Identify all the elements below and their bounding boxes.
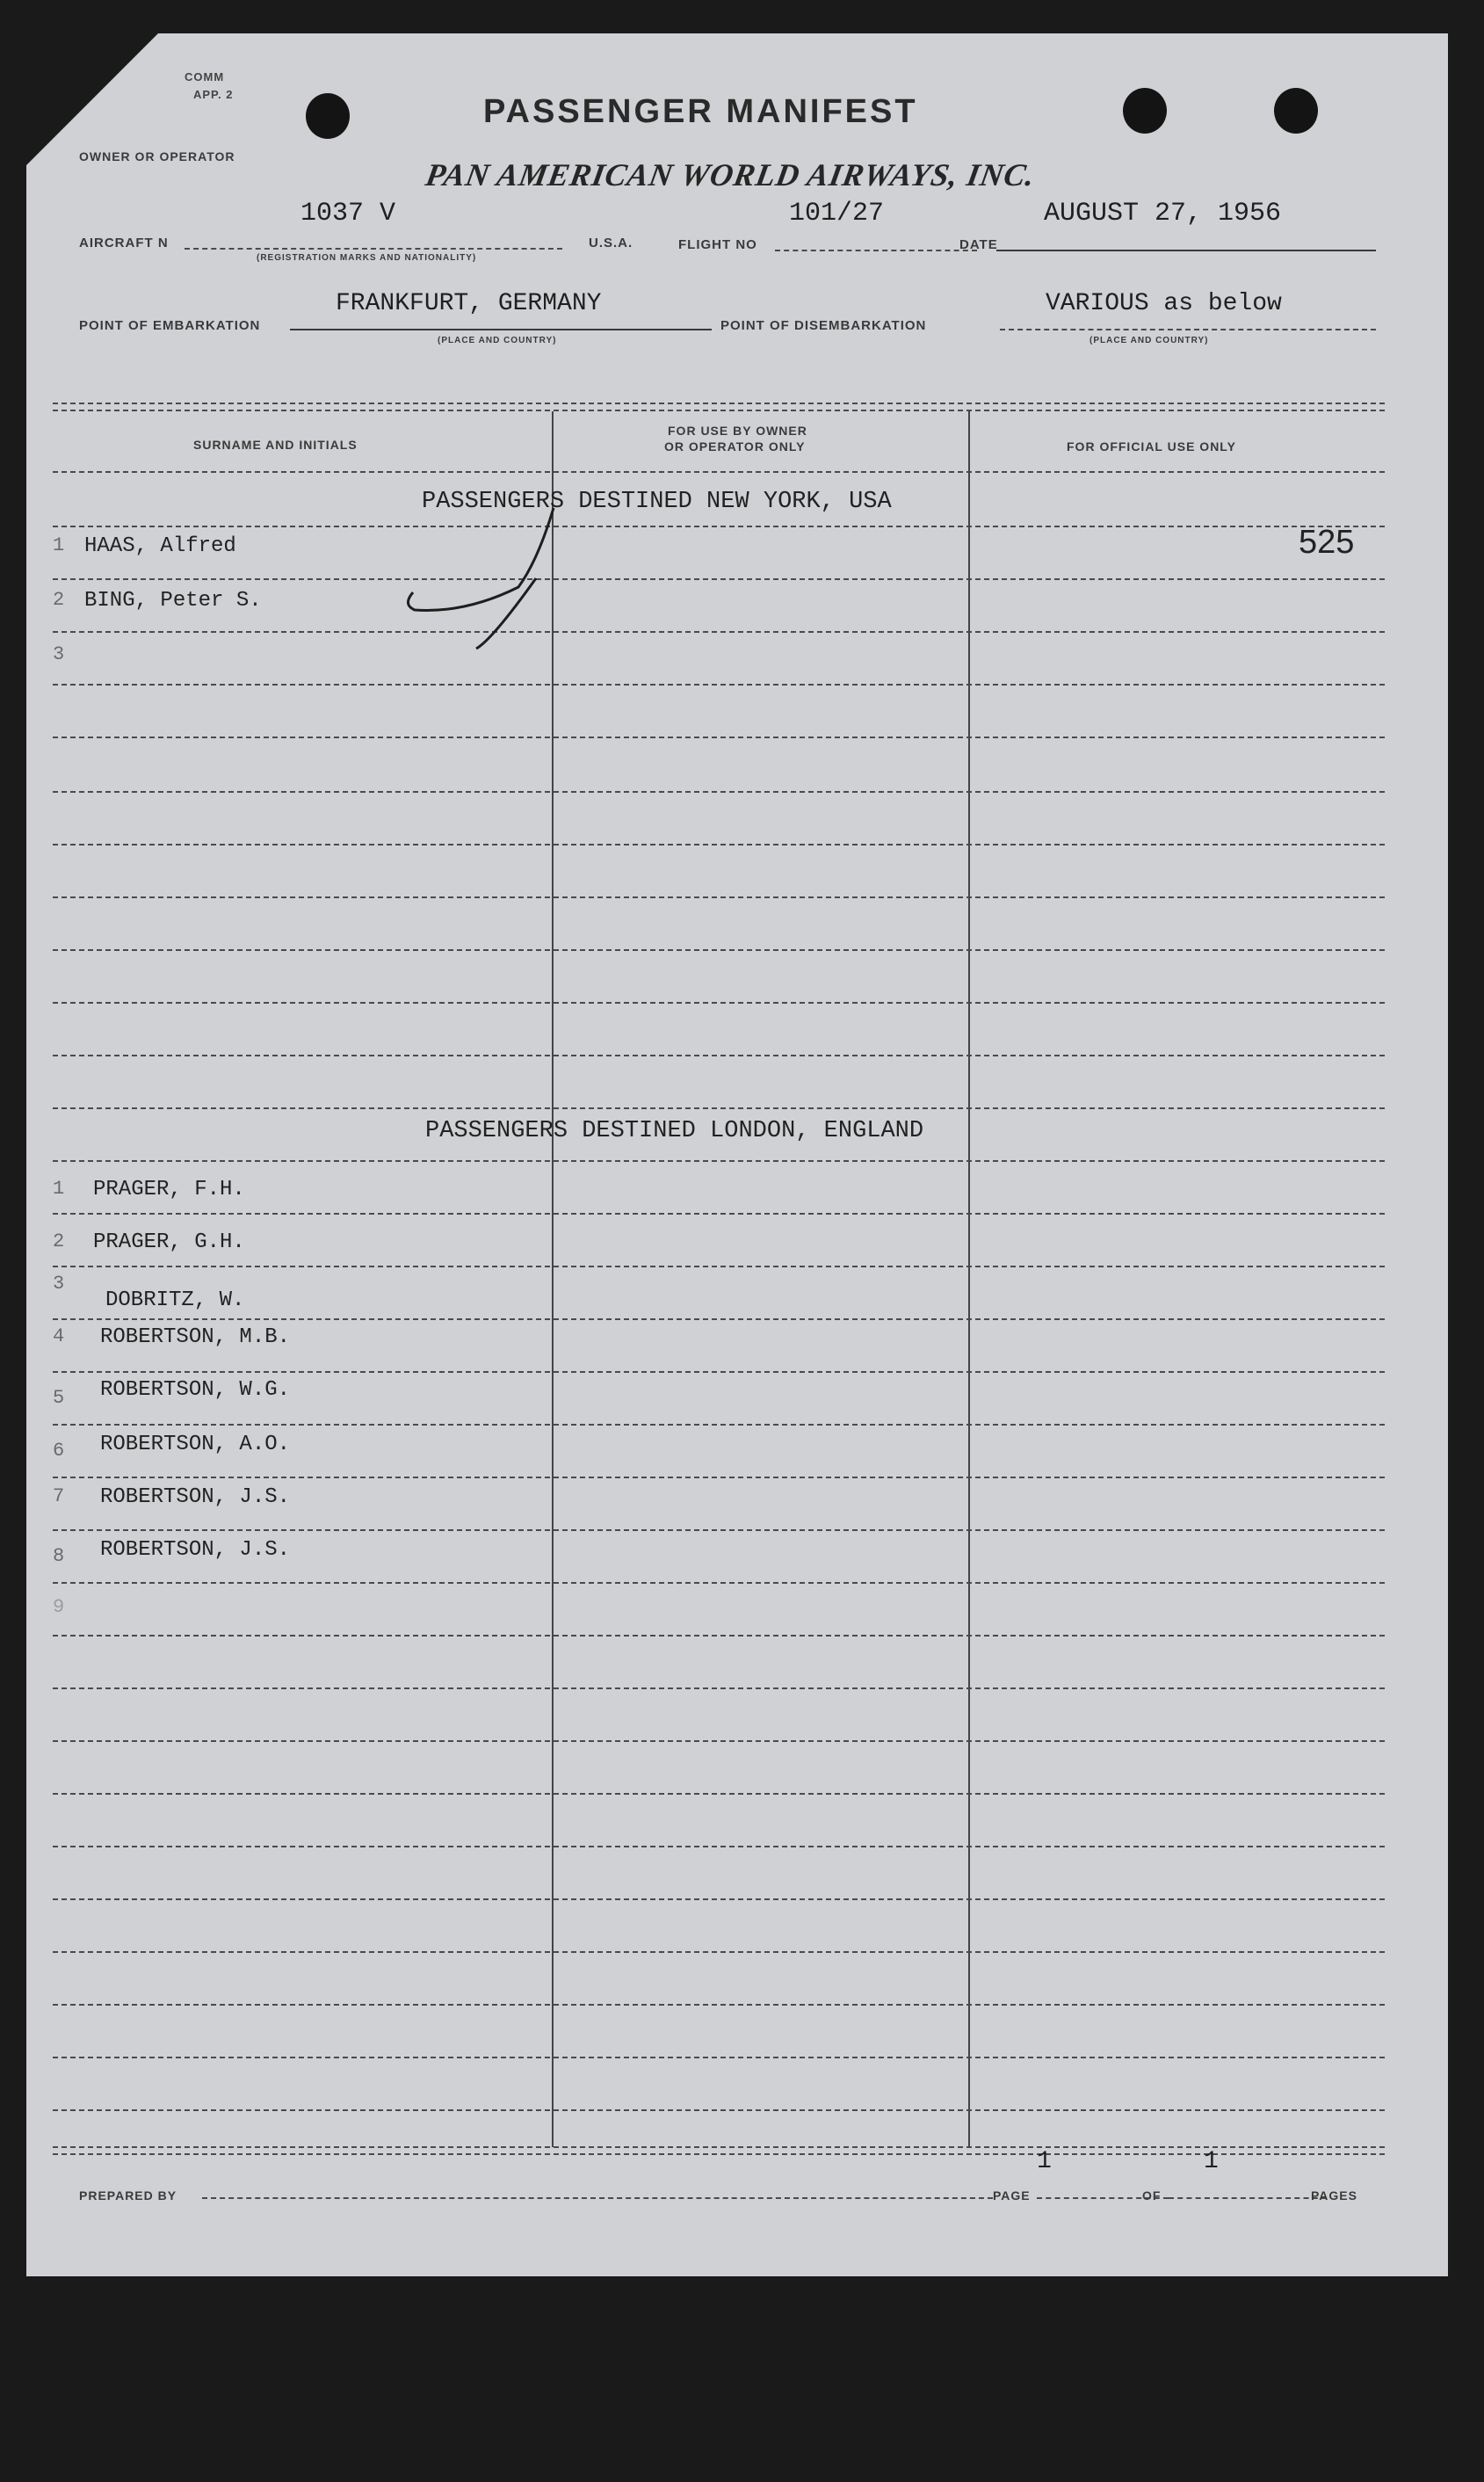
row-line	[53, 1951, 1385, 1953]
row-line	[53, 737, 1385, 738]
row-number: 8	[53, 1545, 65, 1567]
official-use-value: 525	[1299, 524, 1355, 561]
section-heading-london: PASSENGERS DESTINED LONDON, ENGLAND	[425, 1118, 924, 1144]
row-line	[53, 1635, 1385, 1637]
row-number: 4	[53, 1325, 65, 1347]
row-line	[53, 1529, 1385, 1531]
col-official-header: FOR OFFICIAL USE ONLY	[1067, 439, 1236, 454]
col-owner-header-1: FOR USE BY OWNER	[668, 424, 807, 438]
row-line	[53, 1793, 1385, 1795]
passenger-name: ROBERTSON, M.B.	[100, 1325, 291, 1349]
checkmark-annotations	[395, 508, 589, 666]
row-line	[53, 1371, 1385, 1373]
row-number: 1	[53, 534, 65, 556]
passenger-name: PRAGER, F.H.	[93, 1178, 245, 1201]
row-line	[53, 2109, 1385, 2111]
flight-line	[775, 250, 977, 251]
row-number: 1	[53, 1178, 65, 1200]
column-divider-2	[968, 411, 970, 2147]
passenger-name: ROBERTSON, A.O.	[100, 1433, 291, 1456]
pages-label: PAGES	[1311, 2188, 1357, 2203]
prepared-by-label: PREPARED BY	[79, 2188, 177, 2203]
row-line	[53, 1424, 1385, 1426]
embarkation-line	[290, 329, 712, 330]
row-number: 2	[53, 589, 65, 611]
row-line	[53, 1055, 1385, 1056]
row-line	[53, 2057, 1385, 2058]
passenger-name: BING, Peter S.	[84, 589, 262, 613]
row-number: 5	[53, 1387, 65, 1409]
registration-note: (REGISTRATION MARKS AND NATIONALITY)	[257, 253, 477, 263]
row-line	[53, 1160, 1385, 1162]
row-line	[53, 896, 1385, 898]
passenger-name: ROBERTSON, W.G.	[100, 1378, 291, 1402]
disembarkation-line	[1000, 329, 1376, 330]
date-line	[996, 250, 1376, 251]
date-value: AUGUST 27, 1956	[1044, 199, 1282, 229]
header-bottom-line	[53, 471, 1385, 473]
row-line	[53, 844, 1385, 845]
row-line	[53, 578, 1385, 580]
of-value: 1	[1204, 2148, 1219, 2175]
row-number: 3	[53, 643, 65, 665]
column-divider-1	[552, 411, 554, 2147]
row-line	[53, 526, 1385, 527]
row-line	[53, 1898, 1385, 1900]
company-name: PAN AMERICAN WORLD AIRWAYS, INC.	[423, 157, 1039, 192]
check-mark-1	[408, 508, 554, 610]
passenger-name: ROBERTSON, J.S.	[100, 1538, 291, 1562]
row-line	[53, 2004, 1385, 2006]
row-number: 6	[53, 1440, 65, 1462]
row-number: 3	[53, 1273, 65, 1295]
row-line	[53, 791, 1385, 793]
passenger-name: HAAS, Alfred	[84, 534, 236, 558]
row-line	[53, 1582, 1385, 1584]
owner-operator-label: OWNER OR OPERATOR	[79, 149, 235, 163]
passenger-name: DOBRITZ, W.	[105, 1288, 245, 1312]
passenger-name: ROBERTSON, J.S.	[100, 1485, 291, 1509]
embarkation-note: (PLACE AND COUNTRY)	[438, 336, 557, 345]
row-line	[53, 1107, 1385, 1109]
date-label: DATE	[959, 237, 998, 252]
row-line	[53, 684, 1385, 686]
section-heading-new-york: PASSENGERS DESTINED NEW YORK, USA	[422, 489, 892, 515]
punch-hole-right	[1274, 88, 1318, 134]
flight-label: FLIGHT NO	[678, 237, 757, 252]
disembarkation-label: POINT OF DISEMBARKATION	[720, 318, 927, 333]
row-line	[53, 949, 1385, 951]
of-label: OF	[1142, 2188, 1162, 2203]
table-top-line-1	[53, 403, 1385, 404]
check-mark-2	[476, 578, 536, 649]
punch-hole-middle	[1123, 88, 1167, 134]
aircraft-value: 1037 V	[300, 199, 396, 229]
document-title: PASSENGER MANIFEST	[483, 93, 918, 130]
row-number: 9	[53, 1596, 65, 1618]
torn-corner	[26, 33, 158, 165]
row-line	[53, 1846, 1385, 1847]
manifest-sheet	[26, 33, 1448, 2276]
usa-label: U.S.A.	[589, 236, 633, 250]
stamp-app: APP. 2	[193, 88, 234, 101]
row-number: 7	[53, 1485, 65, 1507]
punch-hole-left	[306, 93, 350, 139]
embarkation-label: POINT OF EMBARKATION	[79, 318, 261, 333]
stamp-comm: COMM	[185, 70, 225, 83]
page-label: PAGE	[993, 2188, 1031, 2203]
row-line	[53, 1213, 1385, 1215]
aircraft-line	[185, 248, 562, 250]
row-line	[53, 1740, 1385, 1742]
disembarkation-value: VARIOUS as below	[1046, 290, 1282, 317]
prepared-by-line	[202, 2197, 993, 2199]
row-line	[53, 1477, 1385, 1478]
row-line	[53, 1266, 1385, 1267]
table-top-line-2	[53, 410, 1385, 411]
embarkation-value: FRANKFURT, GERMANY	[336, 290, 602, 317]
page-value: 1	[1037, 2148, 1052, 2175]
table-bottom-line-2	[53, 2153, 1385, 2155]
flight-value: 101/27	[789, 199, 885, 229]
disembarkation-note: (PLACE AND COUNTRY)	[1089, 336, 1209, 345]
row-line	[53, 1318, 1385, 1320]
of-line	[1169, 2197, 1327, 2199]
col-owner-header-2: OR OPERATOR ONLY	[664, 439, 806, 454]
table-bottom-line-1	[53, 2146, 1385, 2148]
row-line	[53, 1002, 1385, 1004]
aircraft-label: AIRCRAFT N	[79, 236, 169, 250]
row-line	[53, 631, 1385, 633]
passenger-name: PRAGER, G.H.	[93, 1230, 245, 1254]
row-line	[53, 1687, 1385, 1689]
col-surname-header: SURNAME AND INITIALS	[193, 438, 358, 452]
row-number: 2	[53, 1230, 65, 1252]
